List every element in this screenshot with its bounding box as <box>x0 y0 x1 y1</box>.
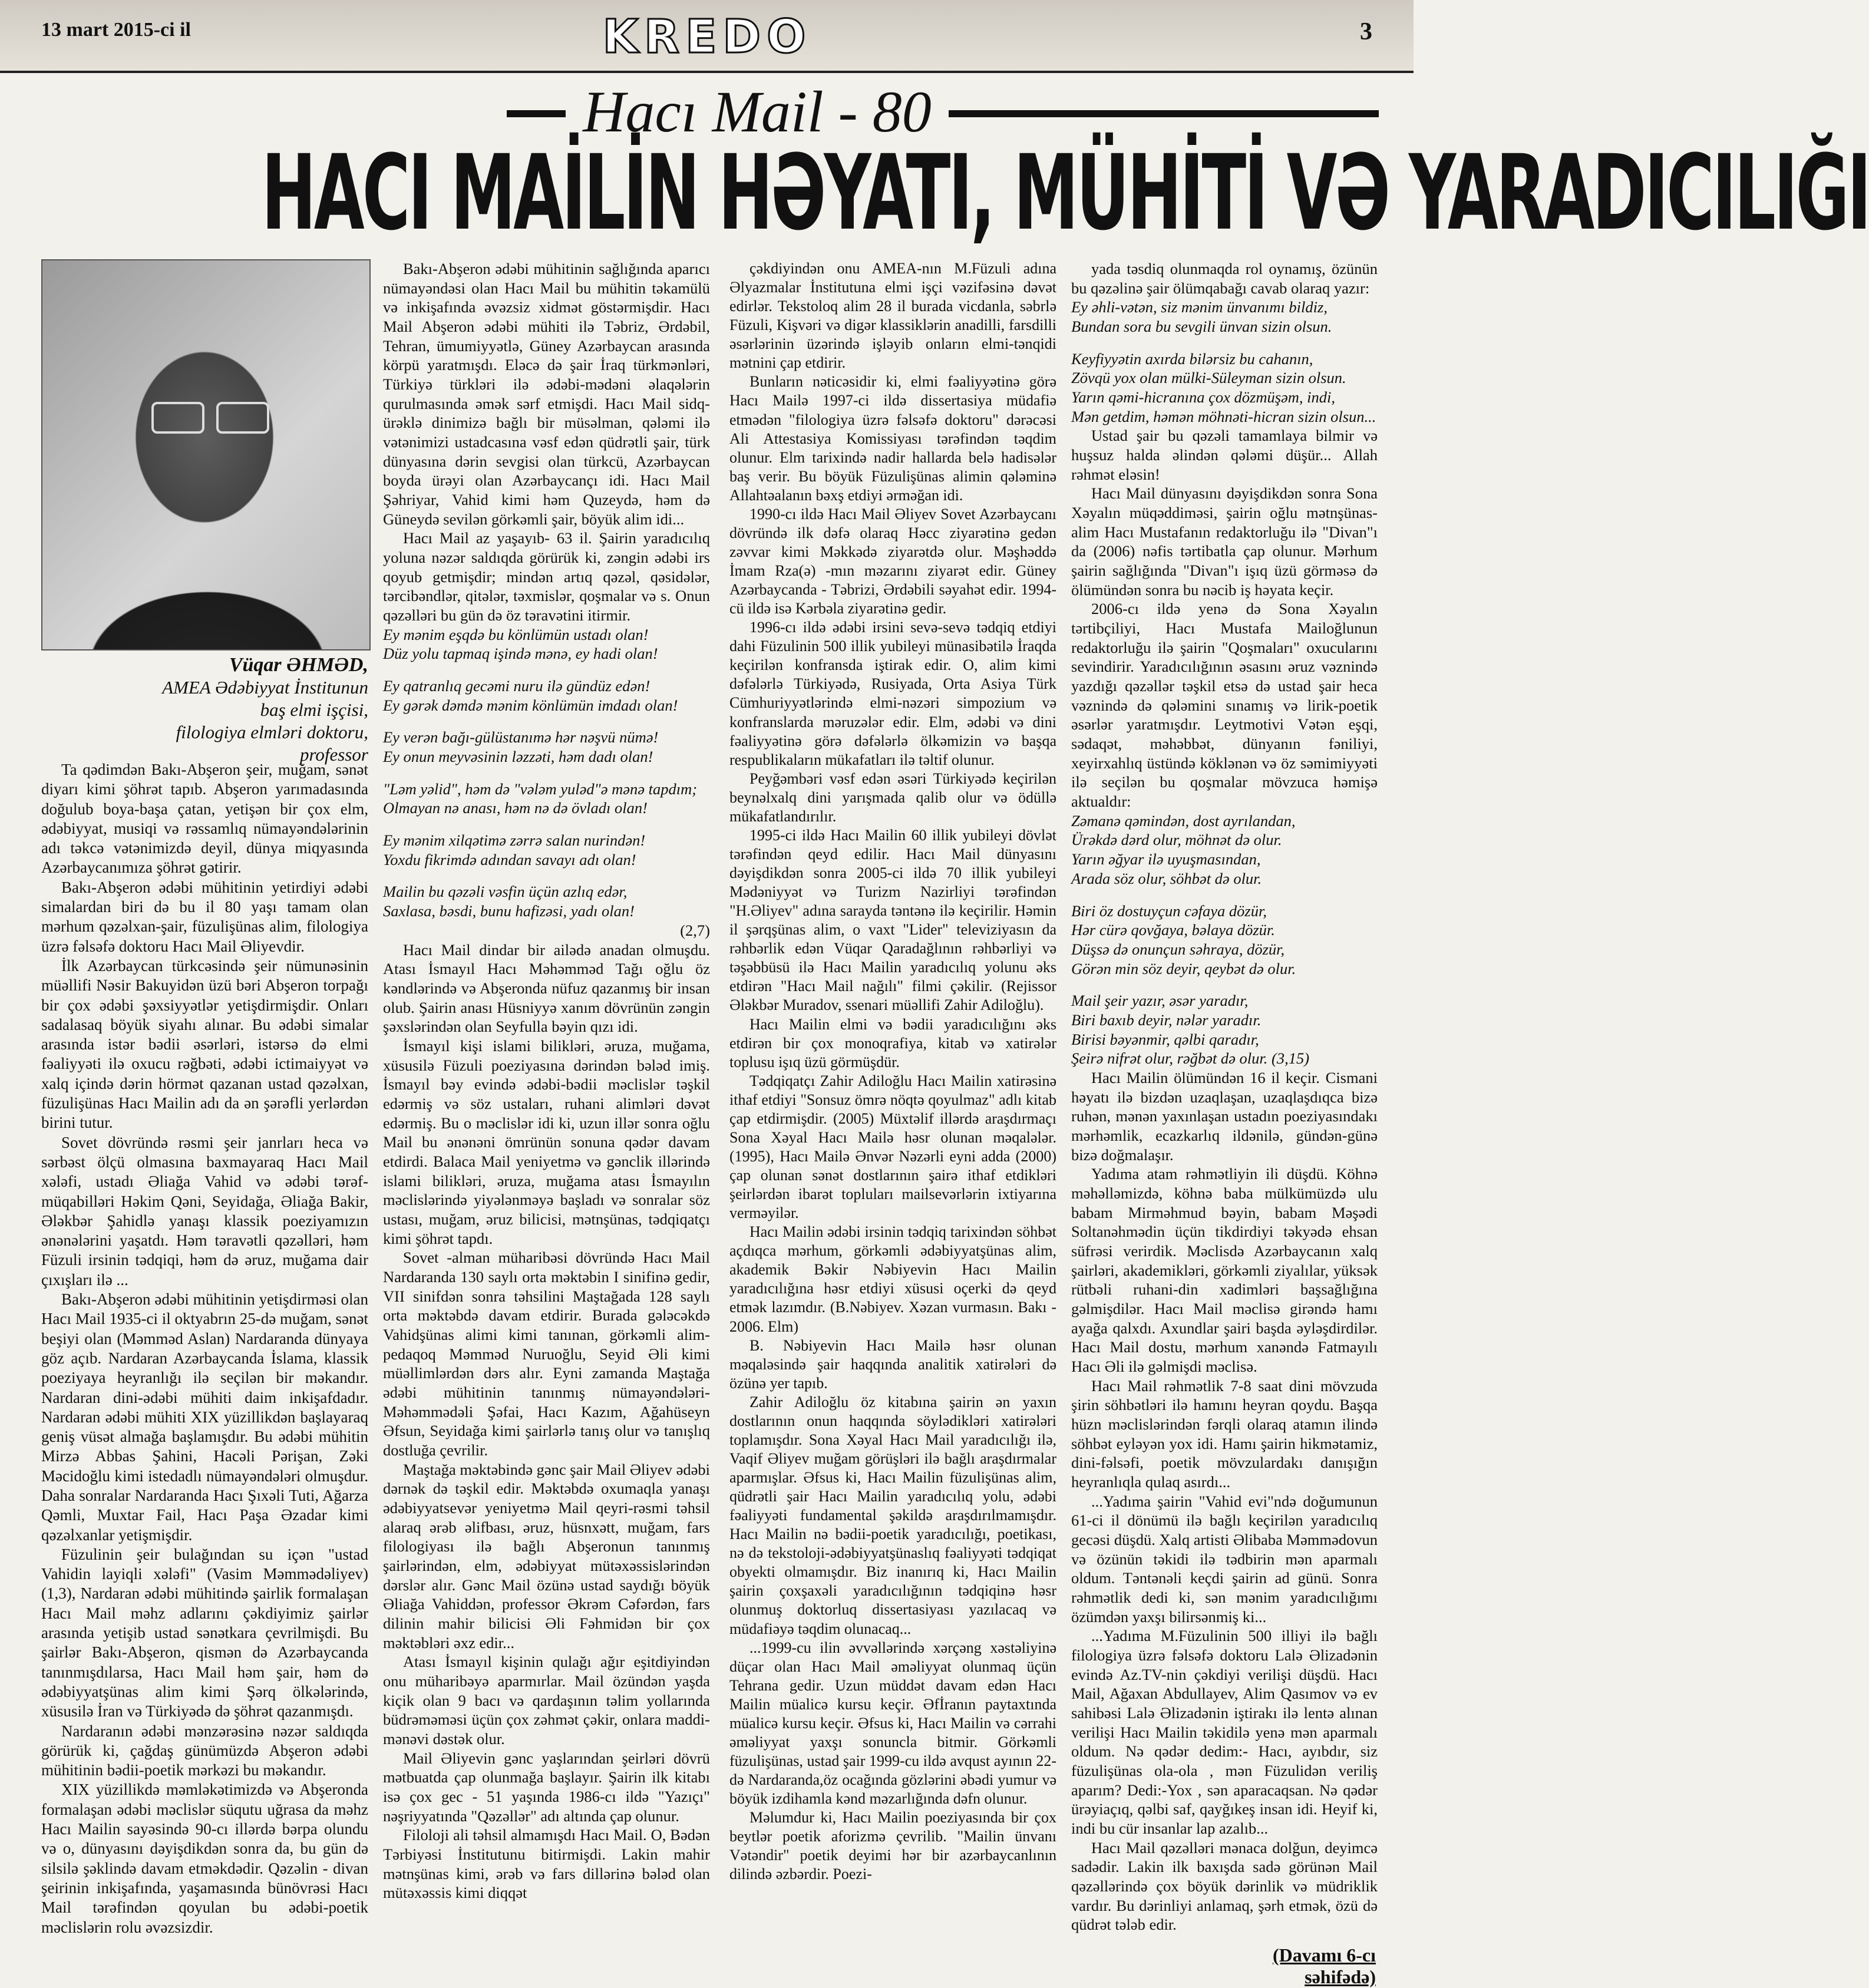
paragraph: Nardaranın ədəbi mənzərəsinə nəzər saldıqda görürük ki, çağdaş günümüzdə Abşeron ədəbi mühitinin bədii-poetik mərkəzi bu məkandır. <box>41 1722 368 1779</box>
issue-date: 13 mart 2015-ci il <box>41 19 191 41</box>
paragraph: yada təsdiq olunmaqda rol oynamış, özünün bu qəzəlinə şair ölümqabağı cavab olaraq yazır: <box>1071 260 1378 297</box>
paragraph: Hacı Mail dünyasını dəyişdikdən sonra Sona Xəyalın müqəddiməsi, şairin oğlu mətnşünas-alim Hacı Mustafanın redaktorluğu ilə "Divan"ı da (2006) nəfis tərtibatla çap olunur. Mərhum şairin sağlığında "Divan"ı işıq üzü görməsə də ölümündən sonra bu nəcib iş həyata keçir. <box>1071 484 1378 599</box>
newspaper-name: KREDO <box>602 11 812 64</box>
paragraph: Hacı Mail az yaşayıb- 63 il. Şairin yaradıcılıq yoluna nəzər saldıqda görürük ki, zəngin ədəbi irs qoyub getmişdir; mindən artıq qəzəl, qəsidələr, tərcibəndlər, qitələr, təxmislər, qoşmalar və s. Onun qəzəlləri bu gün də öz təravətini itirmir. <box>383 529 710 625</box>
paragraph: B. Nəbiyevin Hacı Mailə həsr olunan məqaləsində şair haqqında analitik xatirələri də özünə yer tapıb. <box>729 1336 1056 1392</box>
verse-line: Ürəkdə dərd olur, möhnət də olur. <box>1071 831 1282 849</box>
verse-line: Ey onun meyvəsinin ləzzəti, həm dadı olan! <box>383 748 653 766</box>
verse-line: Saxlasa, bəsdi, bunu hafizəsi, yadı olan! <box>383 902 635 920</box>
paragraph: Yadıma atam rəhmətliyin ili düşdü. Köhnə məhəlləmizdə, köhnə baba mülkümüzdə ulu babam Mirməhmud bəyin, babam Məşədi Soltanəhmədin üçün tikdirdiyi təkyədə ehsan süfrəsi verirdik. Məclisdə Azərbaycanın xalq şairləri, akademikləri, görkəmli ziyalılar, yüksək rütbəli ruhani-din xadimləri başsağlığına gəlmişdilər. Hacı Mail məclisə girəndə hamı ayağa qalxdı. Axundlar şairi başda əyləşdirdilər. Hacı Mail dostu, mərhum xanəndə Fatmayılı Hacı Əli ilə gəlmişdi məclisə. <box>1071 1165 1378 1375</box>
paragraph: Bakı-Abşeron ədəbi mühitinin sağlığında aparıcı nümayəndəsi olan Hacı Mail bu mühitin təkamülü və inkişafında əvəzsiz xidmət göstərmişdir. Hacı Mail Abşeron ədəbi mühiti ilə Təbriz, Ərdəbil, Tehran, ümumiyyətlə, Güney Azərbaycan arasında körpü yaratmışdı. Eləcə də şair İraq türkmənləri, Türkiyə türkləri ilə ədəbi-mədəni əlaqələrin qurulmasında əmək sərf etmişdi. Hacı Mail sidq-ürəklə dinimizə bağlı bir müsəlman, qələmi ilə vətənimizi ustadcasına vəsf edən qüdrətli şair, türk dünyasına dərin sevgisi olan türkcü, Azərbaycan boyda ürəyi olan Azərbaycançı idi. Hacı Mail Şəhriyar, Vahid kimi həm Quzeydə, həm də Güneydə sevilən görkəmli şair, böyük alim idi... <box>383 260 710 528</box>
headline: HACI MAİLİN HƏYATI, MÜHİTİ VƏ YARADICILIĞI <box>261 133 1869 253</box>
paragraph: 1995-ci ildə Hacı Mailin 60 illik yubileyi dövlət tərəfindən qeyd edilir. Hacı Mail dünyasını dəyişdikdən sonra 2005-ci ildə 70 illik yubileyi Mədəniyyət və Turizm Nazirliyi tərəfindən "H.Əliyev" adına sarayda təntənə ilə keçirilir. Həmin il şərqşünas alim, o vaxt "Lider" televiziyasın da rəhbərlik edən Vüqar Qaradağlının rəhbərliyi və təşəbbüsü ilə Hacı Mailin yaradıcılıq yolunu əks etdirən "Hacı Mail nağılı" filmi çəkilir. (Rejissor Ələkbər Muradov, ssenari müəllifi Zahir Adiloğlu). <box>729 826 1056 1014</box>
verse-line: Düşsə də onunçun səhraya, dözür, <box>1071 940 1285 958</box>
paragraph: 1990-cı ildə Hacı Mail Əliyev Sovet Azərbaycanı dövründə ilk dəfə olaraq Həcc ziyarətinə gedən zəvvar kimi Məkkədə ziyarətdə olur. Məşhəddə İmam Rza(ə) -mın məzarını ziyarət edir. Güney Azərbaycanda - Təbrizi, Ərdəbili səyahət edir. 1994-cü ildə isə Kərbəla ziyarətinə gedir. <box>729 505 1056 617</box>
paragraph: Bunların nəticəsidir ki, elmi fəaliyyətinə görə Hacı Mailə 1997-ci ildə dissertasiya müdafiə etmədən "filologiya üzrə fəlsəfə doktoru" dərəcəsi Ali Attestasiya Komissiyası tərəfindən təqdim olunur. Elm tarixində nadir hallarda belə hadisələr baş verir. Bu böyük Füzulişünas alimin qələminə Allahtəalanın bəxş etdiyi ərməğan idi. <box>729 373 1056 504</box>
verse-line: Zəmanə qəmindən, dost ayrılandan, <box>1071 811 1296 830</box>
author-photo <box>41 259 371 650</box>
author-title-line: professor <box>300 744 368 765</box>
page-number: 3 <box>1360 18 1372 45</box>
paragraph: Zahir Adiloğlu öz kitabına şairin ən yaxın dostlarının onun haqqında söylədikləri xatirələri toplamışdır. Sona Xəyal Hacı Mail yaradıcılığı ilə, Vaqif Əliyev muğam görüşləri ilə bağlı araşdırmalar aparmışlar. Əfsus ki, Hacı Mailin füzulişünas alim, qüdrətli şair Hacı Mailin yaradıcılıq yolu, ədəbi fəaliyyəti fundamental şəkildə araşdırılmamışdır. Hacı Mailin nə bədii-poetik yaradıcılığı, poetikası, nə də tekstoloji-ədəbiyyatşünaslıq fəaliyyəti tədqiqat obyekti olmamışdır. Biz inanırıq ki, Hacı Mailin şairin çoxşaxəli yaradıcılığının tədqiqinə həsr olunmuş doktorluq dissertasiyası yazılacaq və müdafiəyə təqdim olunacaq... <box>729 1393 1056 1637</box>
paragraph: Ustad şair bu qəzəli tamamlaya bilmir və huşsuz halda əlindən qələmi düşür... Allah rəhmət eləsin! <box>1071 427 1378 483</box>
kicker: Hacı Mail - 80 <box>583 79 932 144</box>
paragraph: Mail Əliyevin gənc yaşlarından şeirləri dövrü mətbuatda çap olunmağa başlayır. Şairin ilk kitabı isə çox gec - 51 yaşında 1986-cı ildə "Yazıçı" nəşriyyatında "Qəzəllər" adı altında çap olunur. <box>383 1749 710 1825</box>
verse-line: Ey mənim xilqətimə zərrə salan nurindən! <box>383 831 646 850</box>
verse-line: Mailin bu qəzəli vəsfin üçün azlıq edər, <box>383 883 628 901</box>
verse-line: Yarın əğyar ilə uyuşmasından, <box>1071 850 1261 868</box>
paragraph: Ta qədimdən Bakı-Abşeron şeir, muğam, sənət diyarı kimi şöhrət tapıb. Abşeron yarımadasında doğulub boya-başa çatan, yetişən bir çox elm, ədəbiyyat, musiqi və rəssamlıq nümayəndələrinin adı təkcə vətənimizdə deyil, dünya miqyasında Azərbaycanımıza şöhrət gətirir. <box>41 761 368 877</box>
paragraph: Bakı-Abşeron ədəbi mühitinin yetişdirməsi olan Hacı Mail 1935-ci il oktyabrın 25-də muğam, sənət beşiyi olan (Məmməd Aslan) Nardaranda dünyaya göz açıb. Nardaran Azərbaycanda İslama, klassik poeziyaya heyranlığı ilə seçilən bir məkandır. Nardaran dini-ədəbi mühiti daim inkişafdadır. Nardaran ədəbi mühiti XIX yüzillikdən başlayaraq geniş vüsət almağa başlamışdır. Bu ədəbi mühitin Mirzə Abbas Şahini, Hacəli Pərişan, Zəki Məcidoğlu kimi istedadlı nümayəndələri olmuşdur. Daha sonralar Nardaranda Hacı Şıxəli Tuti, Ağarza Qəmli, Muxtar Fail, Hacı Paşa Əzadar kimi qəzəlxanlar yetişmişdir. <box>41 1290 368 1544</box>
verse-line: Ey qatranlıq gecəmi nuru ilə gündüz edən! <box>383 677 650 695</box>
verse-line: Keyfiyyətin axırda bilərsiz bu cahanın, <box>1071 349 1313 368</box>
paragraph: Füzulinin şeir bulağından su içən "ustad Vahidin layiqli xələfi" (Vasim Məmmədəliyev) (1,3), Nardaran ədəbi mühitində şairlik formalaşan Hacı Mail məhz adlarını çəkdiyimiz şairlər arasında yetişib ustad sənətkara çevrilmişdi. Bu şairlər Bakı-Abşeron, qismən də Azərbaycanda tanınmışdılarsa, Hacı Mail həm şair, həm də ədəbiyyatşünas alim kimi Şərq ölkələrində, xüsusilə İran və Türkiyədə də şöhrət qazanmışdı. <box>41 1545 368 1720</box>
paragraph: Maştağa məktəbində gənc şair Mail Əliyev ədəbi dərnək də təşkil edir. Məktəbdə oxumaqla yanaşı ədəbiyyatsevər yeniyetmə Mail qeyri-rəsmi təhsil alaraq ərəb əlifbası, əruz, hüsnxətt, muğam, fars filologiyası ilə bağlı Abşeronun tanınmış şairlərindən, elm, ədəbiyyat mütəxəssislərindən dərslər alır. Gənc Mail özünə ustad saydığı böyük Əliağa Vahiddən, professor Əkrəm Cəfərdən, fars dilinin mahir bilicisi Əli Fəhmidən bir çox məktəbləri əxz edir... <box>383 1460 710 1652</box>
paragraph: ...Yadıma şairin "Vahid evi"ndə doğumunun 61-ci il dönümü ilə bağlı keçirilən yaradıcılıq gecəsi düşdü. Xalq artisti Əlibaba Məmmədovun və özünün təkidi ilə tədbirin mən aparmalı oldum. Təntənəli keçdi şairin ad günü. Sonra rəhmətlik dedi ki, sən mənim yaradıcılığımı özümdən yaxşı bilirsənmiş ki... <box>1071 1492 1378 1626</box>
paragraph: Bakı-Abşeron ədəbi mühitinin yetirdiyi ədəbi simalardan biri də bu il 80 yaşı tamam olan mərhum qəzəlxan-şair, füzulişünas alim, filologiya üzrə fəlsəfə doktoru Hacı Mail Əliyevdir. <box>41 878 368 955</box>
article-column-1 <box>41 760 368 1937</box>
author-title-line: AMEA Ədəbiyyat İnstitunun <box>162 677 368 698</box>
paragraph: Tədqiqatçı Zahir Adiloğlu Hacı Mailin xatirəsinə ithaf etdiyi "Sonsuz ömrə nöqtə qoyulmaz" adlı kitab çap etdirmişdir. (2005) Müxtəlif illərdə araşdırmaçı Sona Xəyal Hacı Mailə həsr olunan məqalələr. (1995), Hacı Mailə Ənvər Nəzərli eyni adda (2000) çap olunan sənət dostlarının şairə ithaf etdikləri şeirlərdən ibarət topluları mailsevərlərin ixtiyarına verməyilər. <box>729 1072 1056 1222</box>
masthead <box>0 0 1414 73</box>
verse-line: Ey əhli-vətən, siz mənim ünvanımı bildiz, <box>1071 298 1328 316</box>
paragraph: ...Yadıma M.Füzulinin 500 illiyi ilə bağlı filologiya üzrə fəlsəfə doktoru Lalə Əlizadənin evində Az.TV-nin çəkdiyi verilişi düşdü. Hacı Mail, Ağaxan Abdullayev, Alim Qasımov və ev sahibəsi Lalə Əlizadənin iştirakı ilə lentə alınan verilişi Hacı Mailin təkidilə yenə mən aparmalı oldum. Nə qədər dedim:- Hacı, ayıbdır, siz füzulişünas ola-ola , mən Füzulidən veriliş aparım? Dedi:-Yox , sən aparacaqsan. Nə qədər ürəyiaçıq, qəlbi saf, qayğıkeş insan idi. Heyif ki, indi bu cür insanlar lap azalıb... <box>1071 1627 1378 1838</box>
verse-line: Biri baxıb deyir, nələr yaradır. <box>1071 1010 1262 1029</box>
verse-line: Olmayan nə anası, həm nə də övladı olan! <box>383 799 648 817</box>
paragraph: Hacı Mailin elmi və bədii yaradıcılığını əks etdirən bir çox monoqrafiya, kitab və xatirələr toplusu işıq üzü görmüşdür. <box>729 1015 1056 1071</box>
paragraph: ...1999-cu ilin əvvəllərində xərçəng xəstəliyinə düçar olan Hacı Mail əməliyyat olunmaq üçün Tehrana gedir. Uzun müddət davam edən Hacı Mailin müalicə kursu keçir. Əfİranın paytaxtında müalicə kursu keçir. Əfsus ki, Hacı Mailin və cərrahi əməliyyat yaxşı sonuncla bitmir. Görkəmli füzulişünas, ustad şair 1999-cu ildə avqust ayının 22-də Nardaranda,öz ocağında gözlərini əbədi yumur və böyük izdihamla kənd məzarlığında dəfn olunur. <box>729 1639 1056 1808</box>
article-column-4 <box>1071 259 1378 1934</box>
paragraph: çəkdiyindən onu AMEA-nın M.Füzuli adına Əlyazmalar İnstitutuna elmi işçi vəzifəsinə dəvət edirlər. Tekstoloq alim 28 il burada vicdanla, səbrlə Füzuli, Kişvəri və digər klassiklərin anadilli, farsdilli əsərlərinin üzərində işləyib onların elmi-tənqidi mətnini çap etdirir. <box>729 260 1056 372</box>
kicker-rule-right <box>949 110 1379 117</box>
verse-line: Arada söz olur, söhbət də olur. <box>1071 869 1262 887</box>
verse-line: Ey mənim eşqdə bu könlümün ustadı olan! <box>383 625 649 643</box>
paragraph: Sovet dövründə rəsmi şeir janrları heca və sərbəst ölçü olmasına baxmayaraq Hacı Mail xələfi, ustadı Əliağa Vahid və ədəbi tərəf-müqabilləri Həkim Qəni, Seyidağa, Əliağa Bakir, Ələkbər Şahidlə yanaşı klassik poeziyamızın ənənələrini yaşatdı. Həm təravətli qəzəlləri, həm Füzuli irsinin tədqiqi, həm də əruz, muğama dair çıxışları ilə ... <box>41 1133 368 1289</box>
author-title-line: filologiya elmləri doktoru, <box>176 722 368 742</box>
paragraph: 1996-cı ildə ədəbi irsini sevə-sevə tədqiq etdiyi dahi Füzulinin 500 illik yubileyi münasibətilə İraqda keçirilən konfransda iştirak edir. O, alim kimi dəfələrlə Türkiyədə, Rusiyada, Orta Asiya Türk Cümhuriyyətlərində elmi-nəzəri simpozium və konfranslarda məruzələr edir. Elm, ədəbi və dini fəaliyyətinə görə dəfələrlə ölkəmizin və başqa respublikaların mükafatları ilə təltif olunur. <box>729 619 1056 768</box>
paragraph: Sovet -alman müharibəsi dövründə Hacı Mail Nardaranda 130 saylı orta məktəbin I sinifinə gedir, VII sinifdən sonra təhsilini Maştağada 128 saylı orta məktəbdə davam etdirir. Burada gələcəkdə Vahidşünas alimi kimi tanınan, görkəmli alim-pedaqoq Məmməd Nuruoğlu, Seyid Əli kimi müəllimlərdən dərs alır. Eyni zamanda Maştağa ədəbi mühitinin tanınmış nümayəndələri- Məhəmmədəli Şəfai, Hacı Kazım, Ağahüseyn Əfsun, Seyidağa kimi şairlərlə tanış olur və tanışlıq dostluğa çevrilir. <box>383 1249 710 1459</box>
paragraph: İlk Azərbaycan türkcəsində şeir nümunəsinin müəllifi Nəsir Bakuyidən üzü bəri Abşeron torpağı bir çox ədəbi şəxsiyyətlər yetişdirmişdir. Onları sadalasaq böyük siyahı alınar. Bu ədəbi simalar arasında istər bədii əsərləri, istərsə də elmi fəaliyyəti ilə oxucu rəğbəti, ədəbi ictimaiyyət və xalq içində dərin hörmət qazanan ustad qəzəlxan, füzulişünas Hacı Mailin adı da ən şərəfli yerlərdən birini tutur. <box>41 956 368 1132</box>
paragraph: Hacı Mailin ədəbi irsinin tədqiq tarixindən söhbət açdıqca mərhum, görkəmli ədəbiyyatşünas alim, akademik Bəkir Nəbiyevin Hacı Mailin yaradıcılığına həsr etdiyi xüsusi oçerki də qeyd etmək lazımdır. (B.Nəbiyev. Xəzan vurmasın. Bakı - 2006. Elm) <box>729 1223 1056 1335</box>
verse-line: Yoxdu fikrimdə adından savayı adı olan! <box>383 850 636 868</box>
glasses-shape <box>151 402 269 431</box>
verse-line: "Ləm yəlid", həm də "vələm yuləd"ə mənə tapdım; <box>383 780 698 798</box>
paragraph: İsmayıl kişi islami bilikləri, əruza, muğama, xüsusilə Füzuli poeziyasına dərindən bələd imiş. İsmayıl bəy evində ədəbi-bədii məclislər təşkil edərmiş və söz ustaları, ruhani alimləri dəvət edərmiş. Bu o məclislər idi ki, uzun illər sonra oğlu Mail bu ənənəni ömrünün sonuna qədər davam etdirdi. Balaca Mail yeniyetmə və gənclik illərində islami bilikləri, əruza, muğama atası İsmayılın məclislərində yiyələnməyə başladı və sonralar söz ustası, muğam, əruz bilicisi, mətnşünas, tədqiqatçı kimi şöhrət tapdı. <box>383 1036 710 1247</box>
verse-line: Mən getdim, həmən möhnəti-hicran sizin olsun... <box>1071 407 1376 425</box>
paragraph: Peyğəmbəri vəsf edən əsəri Türkiyədə keçirilən beynəlxalq dini yarışmada qalib olur və ödüllə mükafatlandırılır. <box>729 770 1056 825</box>
continued-note: (Davamı 6-cı səhifədə) <box>1272 1944 1376 1987</box>
paragraph: Filoloji ali təhsil almamışdı Hacı Mail. O, Bədən Tərbiyəsi İnstitutunu bitirmişdi. Lakin mahir mətnşünas kimi, ərəb və fars dillərinə bələd olan mütəxəssis kimi diqqət <box>383 1826 710 1902</box>
paragraph: Hacı Mailin ölümündən 16 il keçir. Cismani həyatı ilə bizdən uzaqlaşan, uzaqlaşdıqca bizə ruhən, mənən yaxınlaşan ustadın poeziyasındakı mərhəmlik, ecazkarlıq ildənilə, gündən-günə bizə doğmalaşır. <box>1071 1068 1378 1164</box>
author-title-line: baş elmi işçisi, <box>260 699 368 720</box>
author-caption <box>41 654 368 766</box>
author-name: Vüqar ƏHMƏD, <box>229 654 368 676</box>
verse-line: Mail şeir yazır, əsər yaradır, <box>1071 992 1249 1010</box>
paragraph: 2006-cı ildə yenə də Sona Xəyalın tərtibçiliyi, Hacı Mustafa Mailoğlunun redaktorluğu ilə şairin "Qoşmaları" oxucularını sevindirir. Yaradıcılığının əsasını əruz vəznində yazdığı qəzəllər təşkil etsə də ustad şair heca vəznində də qələmini sınamış və lirik-poetik əsərlər yaratmışdır. Leytmotivi Vətən eşqi, sədaqət, məhəbbət, dünyanın fəniliyi, xeyirxahlıq üstündə köklənən və öz səmimiyyəti ilə seçilən bu qoşmalar mövzuca həmişə aktualdır: <box>1071 600 1378 811</box>
verse-line: Zövqü yox olan mülki-Süleyman sizin olsun. <box>1071 369 1346 387</box>
verse-line: Biri öz dostuyçun cəfaya dözür, <box>1071 901 1267 920</box>
paragraph: Atası İsmayıl kişinin qulağı ağır eşitdiyindən onu müharibəyə aparmırlar. Mail özündən yaşda kiçik olan 9 bacı və qardaşının təlim yollarında büdrəməməsi üçün çox zəhmət çəkir, onlara maddi-mənəvi dəstək olur. <box>383 1653 710 1748</box>
verse-line: Düz yolu tapmaq işində mənə, ey hadi olan! <box>383 645 658 663</box>
verse-line: Hər cürə qovğaya, bəlaya dözür. <box>1071 921 1275 939</box>
kicker-rule-left <box>507 110 566 117</box>
verse-line: Görən min söz deyir, qeybət də olur. <box>1071 959 1296 978</box>
paragraph: Hacı Mail dindar bir ailədə anadan olmuşdu. Atası İsmayıl Hacı Məhəmməd Tağı oğlu öz kəndlərində və Abşeronda nüfuz qazanmış bir insan olub. Şairin anası Hüsniyyə xanım dövrünün zəngin şəxslərindən olan Seyfulla bəyin qızı idi. <box>383 940 710 1036</box>
verse-line: Birisi bəyənmir, qəlbi qaradır, <box>1071 1030 1259 1048</box>
paragraph: Hacı Mail rəhmətlik 7-8 saat dini mövzuda şirin söhbətləri ilə hamını heyran qoydu. Başqa hüzn məclislərindən fərqli olaraq atamın ilində söhbət eyləyən yox idi. Hamı şairin hikmətamiz, dini-fəlsəfi, poetik mövzulardakı danışığın heyranlıqla qulaq asırdı... <box>1071 1376 1378 1491</box>
verse-line: Yarın qəmi-hicranına çox dözmüşəm, indi, <box>1071 388 1336 407</box>
paragraph: XIX yüzillikdə məmləkətimizdə və Abşeronda formalaşan ədəbi məclislər süqutu uğrasa da məhz Hacı Mailin sayəsində 90-cı illərdə bərpa olundu və o, dünyasını dəyişdikdən sonra da, bu gün də silsilə şəklində davam etməkdədir. Qəzəlin - divan şeirinin inkişafında, yaşamasında bünövrəsi Hacı Mail tərəfindən qoyulan bu ədəbi-poetik məclislərin rolu əvəzsizdir. <box>41 1781 368 1936</box>
verse-line: Ey gərək dəmdə mənim könlümün imdadı olan! <box>383 696 678 714</box>
paragraph: (2,7) <box>680 921 710 939</box>
verse-line: Bundan sora bu sevgili ünvan sizin olsun. <box>1071 318 1332 336</box>
article-column-3 <box>729 259 1056 1884</box>
paragraph: Hacı Mail qəzəlləri mənaca dolğun, deyimcə sadədir. Lakin ilk baxışda sadə görünən Mail qəzəllərində çox böyük dərinlik və müdriklik vardır. Bu dərinliyi anlamaq, şərh etmək, özü də qüdrət tələb edir. <box>1071 1838 1378 1934</box>
verse-line: Şeirə nifrət olur, rəğbət də olur. (3,15) <box>1071 1049 1310 1068</box>
verse-line: Ey verən bağı-gülüstanımə hər nəşvü nümə! <box>383 728 659 747</box>
article-column-2 <box>383 259 710 1903</box>
paragraph: Məlumdur ki, Hacı Mailin poeziyasında bir çox beytlər poetik aforizmə çevrilib. "Mailin ünvanı Vətəndir" poetik deyimi hər bir azərbaycanlının dilində əzbərdir. Poezi- <box>729 1809 1056 1883</box>
